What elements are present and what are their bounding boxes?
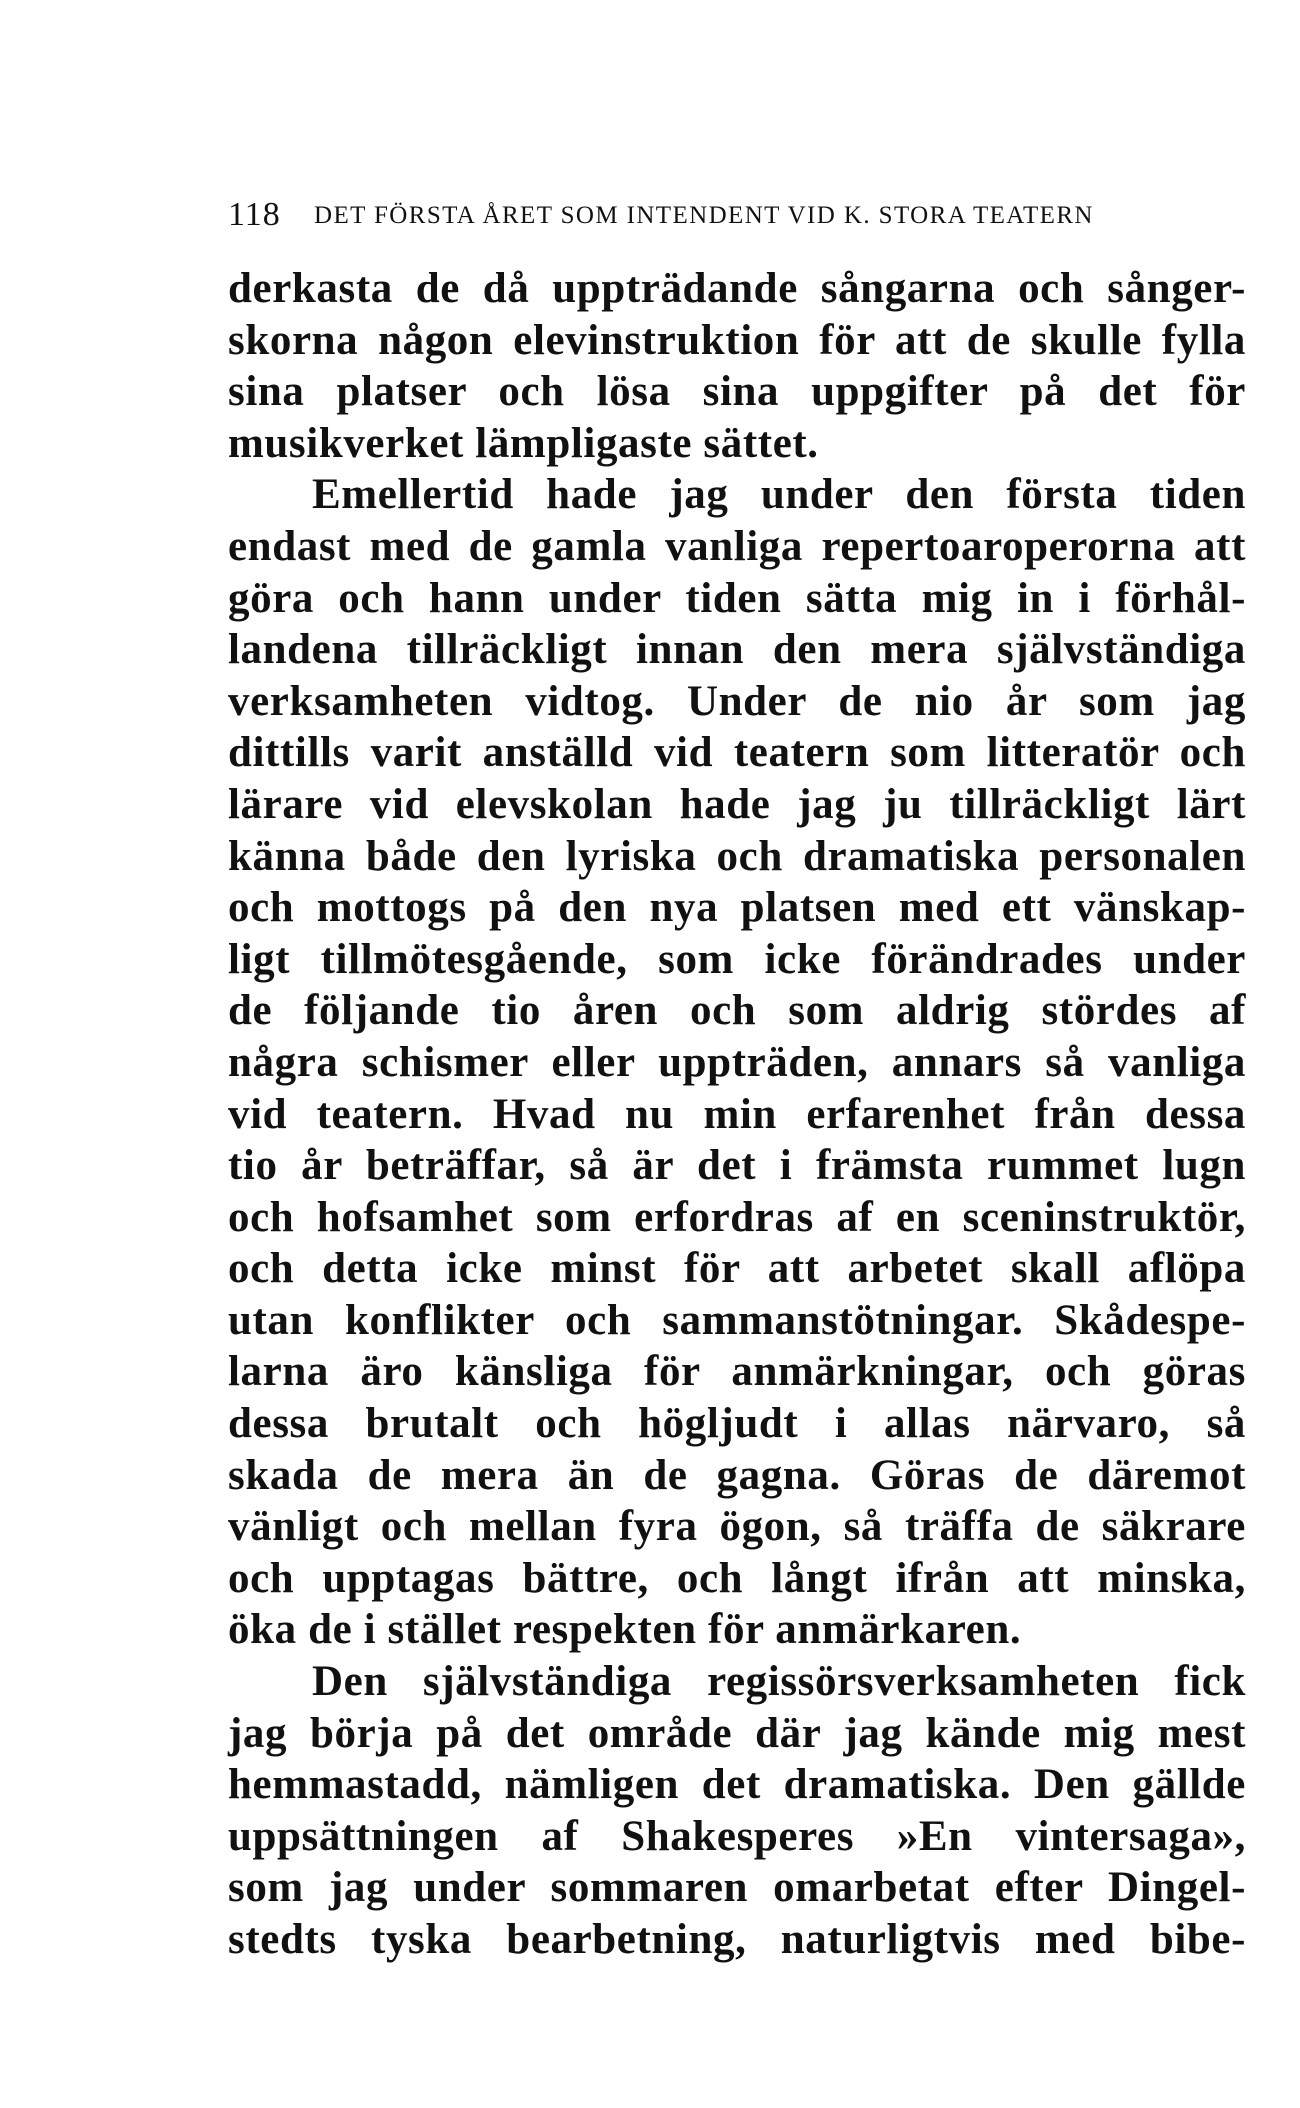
text-line: dittills varit anställd vid teatern som litteratör och — [228, 729, 1246, 777]
text-line: musikverket lämpligaste sättet. — [228, 419, 819, 467]
text-line: larna äro känsliga för anmärkningar, och göras — [228, 1348, 1246, 1396]
text-line: göra och hann under tiden sätta mig in i förhål- — [228, 574, 1246, 622]
text-line: vänligt och mellan fyra ögon, så träffa de säkrare — [228, 1503, 1246, 1551]
text-line: några schismer eller uppträden, annars så vanliga — [228, 1038, 1246, 1086]
running-head — [228, 194, 1246, 240]
text-line: dessa brutalt och högljudt i allas närvaro, så — [228, 1400, 1246, 1448]
text-line: stedts tyska bearbetning, naturligtvis med bibe- — [228, 1916, 1246, 1963]
text-line: Den självständiga regissörsverksamheten fick — [312, 1658, 1246, 1706]
text-line: tio år beträffar, så är det i främsta rummet lugn — [228, 1142, 1246, 1190]
text-line: sina platser och lösa sina uppgifter på det för — [228, 368, 1246, 416]
body-text — [228, 263, 1246, 1966]
text-line: endast med de gamla vanliga repertoaroperorna att — [228, 522, 1246, 570]
text-line: och detta icke minst för att arbetet skall aflöpa — [228, 1245, 1246, 1293]
running-title: DET FÖRSTA ÅRET SOM INTENDENT VID K. STORA TEATERN — [314, 202, 1094, 229]
text-line: och upptagas bättre, och långt ifrån att minska, — [228, 1554, 1246, 1602]
text-line: och mottogs på den nya platsen med ett vänskap- — [228, 884, 1246, 932]
text-line: och hofsamhet som erfordras af en sceninstruktör, — [228, 1193, 1246, 1241]
text-line: skorna någon elevinstruktion för att de skulle fylla — [228, 316, 1246, 364]
text-line: uppsättningen af Shakesperes »En vintersaga», — [228, 1812, 1246, 1860]
text-line: landena tillräckligt innan den mera självständiga — [228, 626, 1246, 674]
text-line: derkasta de då uppträdande sångarna och sånger- — [228, 265, 1246, 312]
text-line: verksamheten vidtog. Under de nio år som jag — [228, 677, 1246, 725]
text-line: ligt tillmötesgående, som icke förändrades under — [228, 935, 1246, 983]
text-line: jag börja på det område där jag kände mig mest — [228, 1709, 1246, 1757]
text-line: de följande tio åren och som aldrig stördes af — [228, 987, 1246, 1035]
text-line: utan konflikter och sammanstötningar. Skådespe- — [228, 1296, 1246, 1344]
text-line: vid teatern. Hvad nu min erfarenhet från dessa — [228, 1090, 1246, 1138]
page-number: 118 — [228, 196, 281, 233]
text-line: som jag under sommaren omarbetat efter Dingel- — [228, 1864, 1246, 1912]
text-line: känna både den lyriska och dramatiska personalen — [228, 832, 1246, 880]
text-line: Emellertid hade jag under den första tiden — [312, 471, 1246, 519]
text-line: skada de mera än de gagna. Göras de däremot — [228, 1451, 1246, 1499]
text-line: hemmastadd, nämligen det dramatiska. Den gällde — [228, 1761, 1246, 1809]
text-line: öka de i stället respekten för anmärkaren. — [228, 1606, 1022, 1654]
text-line: lärare vid elevskolan hade jag ju tillräckligt lärt — [228, 780, 1246, 828]
